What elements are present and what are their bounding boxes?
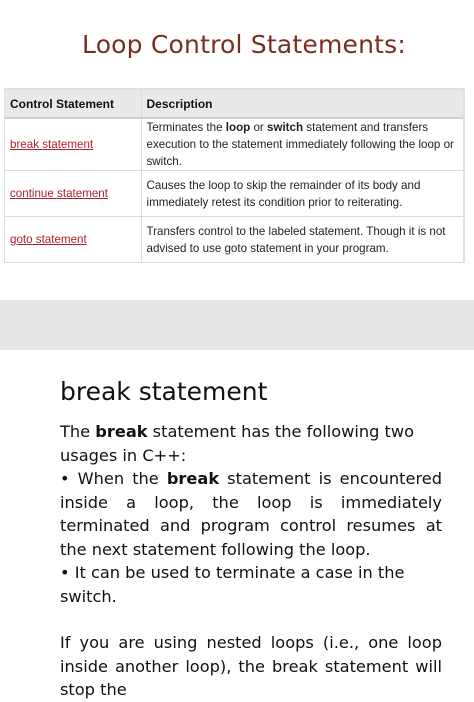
bullet-item bbox=[60, 467, 442, 561]
keyword-break: break bbox=[95, 422, 148, 441]
column-header-statement: Control Statement bbox=[5, 90, 141, 118]
table-row bbox=[5, 217, 463, 263]
slide-loop-control bbox=[0, 0, 474, 300]
statement-cell bbox=[5, 217, 141, 263]
nested-loops-paragraph: If you are using nested loops (i.e., one loop inside another loop), the break statement will stop the bbox=[60, 633, 442, 699]
control-statements-table bbox=[5, 90, 463, 263]
table-row bbox=[5, 171, 463, 217]
intro-paragraph bbox=[60, 420, 442, 467]
description-text: statement and transfers execution to the statement immediately following the loop or switch. bbox=[146, 121, 454, 168]
slide-title: Loop Control Statements: bbox=[82, 30, 407, 59]
text-run: statement has the following two usages in C++: bbox=[60, 422, 415, 465]
statement-cell bbox=[5, 171, 141, 217]
slide-title: break statement bbox=[60, 377, 268, 406]
text-run: statement is encountered inside a loop, the loop is immediately terminated and program control resumes at the next statement following the loop. bbox=[60, 469, 442, 559]
description-cell: Transfers control to the labeled statement. Though it is not advised to use goto statement in your program. bbox=[141, 217, 463, 263]
text-run: • When the bbox=[60, 469, 167, 488]
slide-break-statement bbox=[0, 350, 474, 699]
goto-statement-link[interactable]: goto statement bbox=[10, 233, 87, 246]
break-statement-link[interactable]: break statement bbox=[10, 138, 94, 151]
text-run: The bbox=[60, 422, 96, 441]
description-cell bbox=[141, 118, 463, 171]
table-row bbox=[5, 118, 463, 171]
description-cell: Causes the loop to skip the remainder of its body and immediately retest its condition prior to reiterating. bbox=[141, 171, 463, 217]
description-text: Terminates the bbox=[146, 121, 226, 134]
description-keyword-switch: switch bbox=[267, 121, 304, 134]
description-keyword-loop: loop bbox=[225, 121, 251, 134]
keyword-break: break bbox=[166, 469, 220, 488]
description-text: or bbox=[250, 121, 267, 134]
slide-body bbox=[60, 420, 442, 702]
bullet-item: • It can be used to terminate a case in the switch. bbox=[60, 563, 405, 606]
paragraph-spacer bbox=[60, 608, 442, 631]
table-header-row bbox=[5, 90, 463, 118]
column-header-description: Description bbox=[141, 90, 463, 118]
slide-separator bbox=[0, 300, 474, 350]
continue-statement-link[interactable]: continue statement bbox=[10, 187, 108, 200]
statement-cell bbox=[5, 118, 141, 171]
